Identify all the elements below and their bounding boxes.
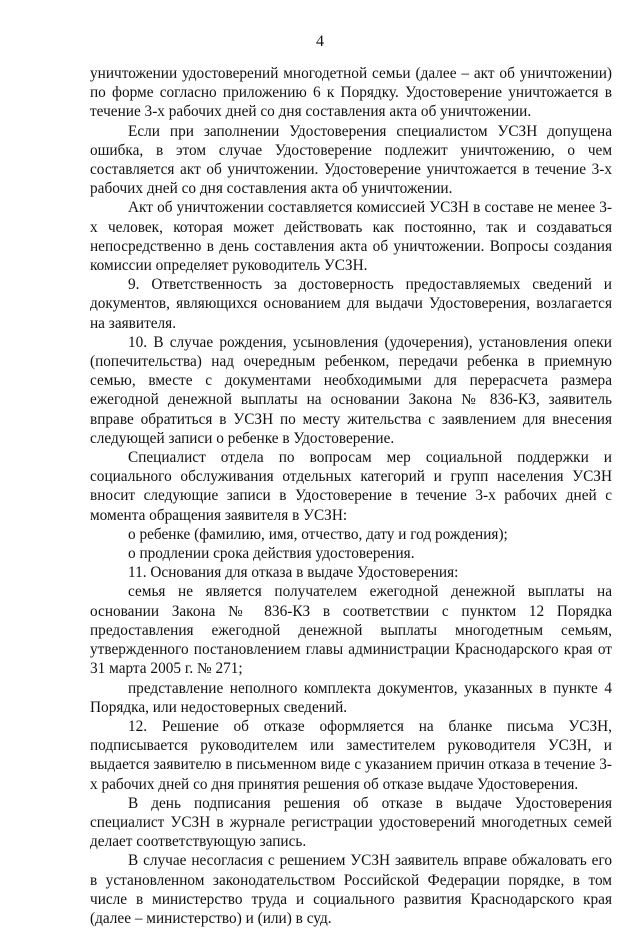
paragraph-clause-12: 12. Решение об отказе оформляется на бланке письма УСЗН, подписывается руководителем или заместителем руководителя УСЗН, и выдается заявителю в письменном виде с указанием причин отказа в течение 3-х рабочих дней со дня принятия решения об отказе выдаче Удостоверения.: [90, 717, 612, 793]
list-item: о продлении срока действия удостоверения.: [128, 545, 415, 563]
paragraph: Если при заполнении Удостоверения специалистом УСЗН допущена ошибка, в этом случае Удостоверение подлежит уничтожению, о чем составляется акт об уничтожении. Удостоверение уничтожается в течение 3-х рабочих дней со дня составления акта об уничтожении.: [90, 122, 612, 198]
page-number: 4: [316, 33, 324, 50]
list-item: семья не является получателем ежегодной денежной выплаты на основании Закона № 836-КЗ в соответствии с пунктом 12 Порядка предоставления ежегодной денежной выплаты многодетным семьям, утвержденного постановлением главы администрации Краснодарского края от 31 марта 2005 г. № 271;: [90, 583, 612, 678]
paragraph: Специалист отдела по вопросам мер социальной поддержки и социального обслуживания отдельных категорий и групп населения УСЗН вносит следующие записи в Удостоверение в течение 3-х рабочих дней с момента обращения заявителя в УСЗН:: [90, 449, 612, 524]
list-item: представление неполного комплекта документов, указанных в пункте 4 Порядка, или недостоверных сведений.: [90, 679, 612, 716]
paragraph-clause-10: 10. В случае рождения, усыновления (удочерения), установления опеки (попечительства) над очередным ребенком, передачи ребенка в приемную семью, вместе с документами необходимыми для перерасчета размера ежегодной денежной выплаты на основании Закона № 836-КЗ, заявитель вправе обратиться в УСЗН по месту жительства с заявлением для внесения следующей записи о ребенке в Удостоверение.: [90, 333, 612, 447]
list-item: о ребенке (фамилию, имя, отчество, дату и год рождения);: [128, 525, 508, 543]
paragraph-clause-11: 11. Основания для отказа в выдаче Удостоверения:: [128, 564, 459, 582]
paragraph: В день подписания решения об отказе в выдаче Удостоверения специалист УСЗН в журнале регистрации удостоверений многодетных семей делает соответствующую запись.: [90, 794, 612, 851]
paragraph: Акт об уничтожении составляется комиссией УСЗН в составе не менее 3-х человек, которая может действовать как постоянно, так и создаваться непосредственно в день составления акта об уничтожении. Вопросы создания комиссии определяет руководитель УСЗН.: [90, 199, 612, 275]
paragraph-clause-9: 9. Ответственность за достоверность предоставляемых сведений и документов, являющихся основанием для выдачи Удостоверения, возлагается на заявителя.: [90, 276, 612, 332]
document-body: [90, 64, 612, 928]
paragraph-continuation: уничтожении удостоверений многодетной семьи (далее – акт об уничтожении) по форме согласно приложению 6 к Порядку. Удостоверение уничтожается в течение 3-х рабочих дней со дня составления акта об уничтожении.: [90, 65, 612, 121]
paragraph: В случае несогласия с решением УСЗН заявитель вправе обжаловать его в установленном законодательством Российской Федерации порядке, в том числе в министерство труда и социального развития Краснодарского края (далее – министерство) и (или) в суд.: [90, 852, 612, 927]
